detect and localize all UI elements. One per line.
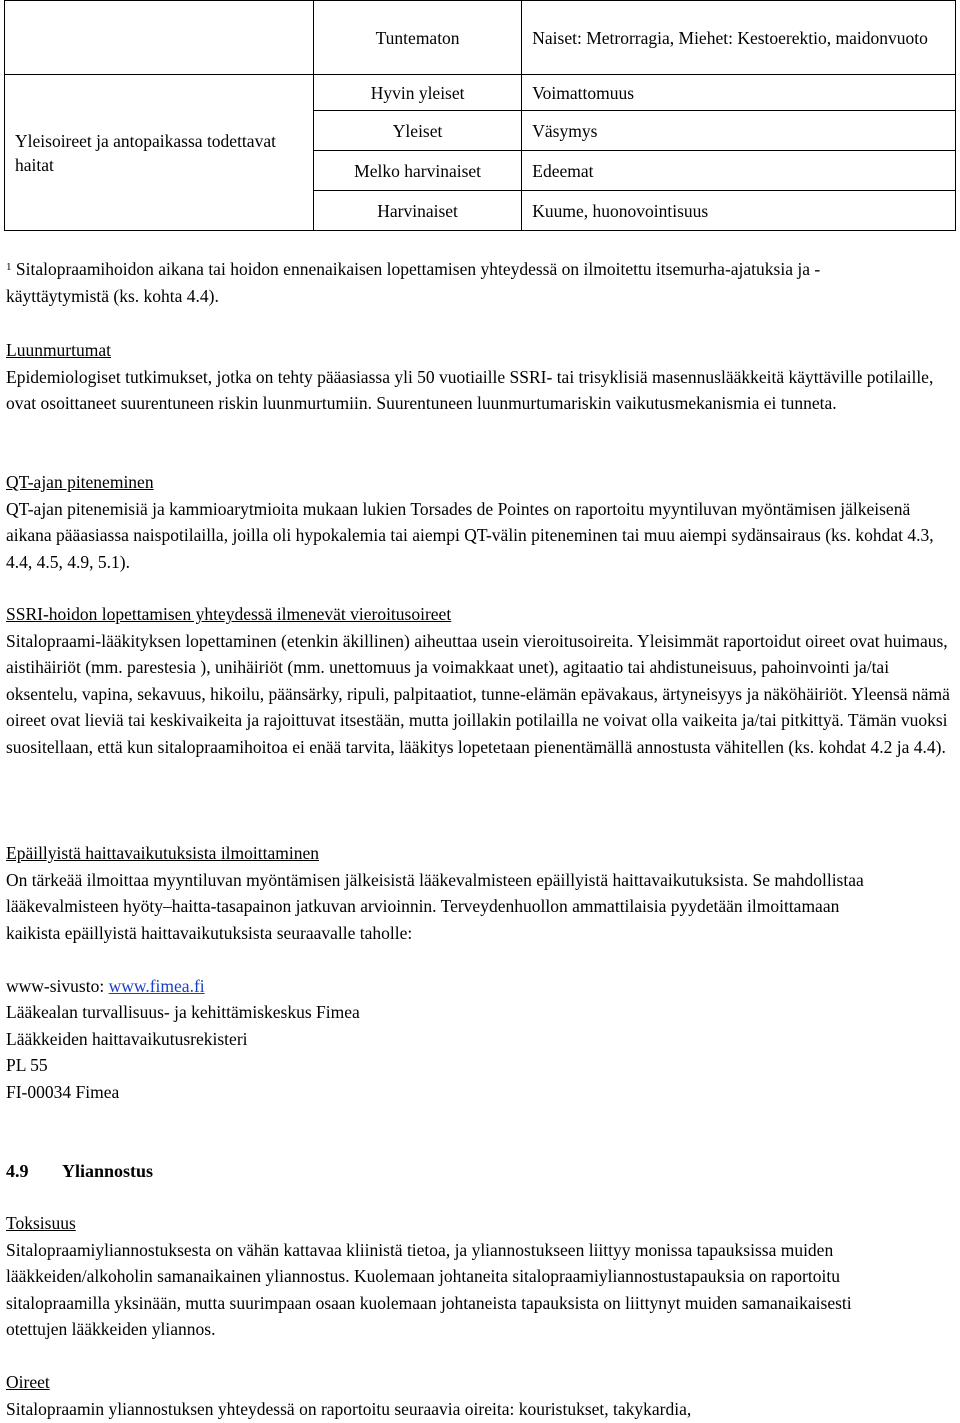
footnote-marker: 1 — [6, 261, 12, 273]
section-body: Sitalopraamin yliannostuksen yhteydessä on raportoitu seuraavia oireita: kouristukset, takykardia, — [6, 1398, 692, 1419]
section-symptoms — [6, 1369, 956, 1422]
heading — [6, 1158, 956, 1185]
effect-cell: Väsymys — [522, 111, 956, 151]
table-row — [5, 75, 956, 111]
section-title: Toksisuus — [6, 1213, 76, 1233]
frequency-cell: Hyvin yleiset — [313, 75, 521, 111]
heading-title: Yliannostus — [62, 1161, 154, 1181]
heading-number: 4.9 — [6, 1161, 29, 1181]
effect-cell: Edeemat — [522, 151, 956, 191]
section-body: Sitalopraamiyliannostuksesta on vähän kattavaa kliinistä tietoa, ja yliannostukseen liittyy monissa tapauksissa muiden lääkkeiden/alkoholin samanaikainen yliannostus. Kuolemaan johtaneita sitalopraamiyliannostustapauksia on raportoitu sitalopraamilla yksinään, mutta suurimpaan osaan kuolemaan johtaneista tapauksista on liittynyt muiden samanaikaisesti otettujen lääkkeiden yliannos. — [6, 1239, 852, 1339]
table-cell-empty — [5, 1, 314, 75]
section-title: SSRI-hoidon lopettamisen yhteydessä ilmenevät vieroitusoireet — [6, 604, 452, 624]
address-line: Lääkealan turvallisuus- ja kehittämiskeskus Fimea — [6, 1002, 360, 1022]
frequency-cell: Harvinaiset — [313, 191, 521, 231]
section-toxicity — [6, 1210, 956, 1343]
adverse-effects-table — [4, 0, 956, 231]
frequency-cell: Melko harvinaiset — [313, 151, 521, 191]
frequency-cell: Yleiset — [313, 111, 521, 151]
section-fractures — [6, 337, 956, 417]
category-cell: Yleisoireet ja antopaikassa todettavat haitat — [5, 75, 314, 231]
section-title: QT-ajan piteneminen — [6, 472, 154, 492]
section-body: QT-ajan pitenemisiä ja kammioarytmioita mukaan lukien Torsades de Pointes on raportoitu myyntiluvan myöntämisen jälkeisenä aikana pääasiassa naispotilailla, joilla oli hypokalemia tai aiempi QT-välin piteneminen tai muu aiempi sydänsairaus (ks. kohdat 4.3, 4.4, 4.5, 4.9, 5.1). — [6, 498, 934, 572]
section-body: Sitalopraami-lääkityksen lopettaminen (etenkin äkillinen) aiheuttaa usein vieroitusoireita. Yleisimmät raportoidut oireet ovat huimaus, aistihäiriöt (mm. parestesia ), unihäiriöt (mm. unettomuus ja voimakkaat unet), agitaatio tai ahdistuneisuus, pahoinvointi ja/tai oksentelu, vapina, sekavuus, hikoilu, päänsärky, ripuli, palpitaatiot, tunne-elämän epävakaus, ärtyneisyys ja näköhäiriöt. Yleensä nämä oireet ovat lieviä tai keskivaikeita ja rajoittuvat itsestään, mutta joillakin potilailla ne voivat olla vaikeita ja/tai pitkittyä. Tämän vuoksi suositellaan, että kun sitalopraamihoitoa ei enää tarvita, lääkitys lopetetaan pienentämällä annostusta vähitellen (ks. kohdat 4.2 ja 4.4). — [6, 630, 950, 757]
section-withdrawal — [6, 601, 956, 760]
footnote-text: Sitalopraamihoidon aikana tai hoidon ennenaikaisen lopettamisen yhteydessä on ilmoitettu itsemurha-ajatuksia ja -käyttäytymistä (ks. kohta 4.4). — [6, 259, 821, 306]
effect-cell: Kuume, huonovointisuus — [522, 191, 956, 231]
section-title: Luunmurtumat — [6, 340, 111, 360]
effect-cell: Voimattomuus — [522, 75, 956, 111]
effect-cell: Naiset: Metrorragia, Miehet: Kestoerektio, maidonvuoto — [522, 1, 956, 75]
section-body: On tärkeää ilmoittaa myyntiluvan myöntämisen jälkeisistä lääkevalmisteen epäillyistä haittavaikutuksista. Se mahdollistaa lääkevalmisteen hyöty–haitta-tasapainon jatkuvan arvioinnin. Terveydenhuollon ammattilaisia pyydetään ilmoittamaan kaikista epäillyistä haittavaikutuksista seuraavalle taholle: — [6, 869, 864, 943]
website-line — [6, 973, 956, 1000]
section-overdose-heading — [6, 1158, 956, 1185]
frequency-cell: Tuntematon — [313, 1, 521, 75]
address-line: FI-00034 Fimea — [6, 1081, 120, 1102]
fimea-link[interactable]: www.fimea.fi — [108, 975, 205, 996]
section-title: Epäillyistä haittavaikutuksista ilmoittaminen — [6, 843, 320, 863]
section-qt — [6, 469, 956, 575]
address-line: Lääkkeiden haittavaikutusrekisteri — [6, 1028, 248, 1049]
section-reporting — [6, 840, 956, 1105]
footnote — [6, 256, 886, 309]
website-label: www-sivusto: — [6, 975, 109, 996]
section-body: Epidemiologiset tutkimukset, jotka on tehty pääasiassa yli 50 vuotiaille SSRI- tai trisyklisiä masennuslääkkeitä käyttäville potilaille, ovat osoittaneet suurentuneen riskin luunmurtumiin. Suurentuneen luunmurtumariskin vaikutusmekanismia ei tunneta. — [6, 366, 934, 413]
table-row — [5, 1, 956, 75]
address-line: PL 55 — [6, 1055, 48, 1075]
section-title: Oireet — [6, 1372, 50, 1392]
